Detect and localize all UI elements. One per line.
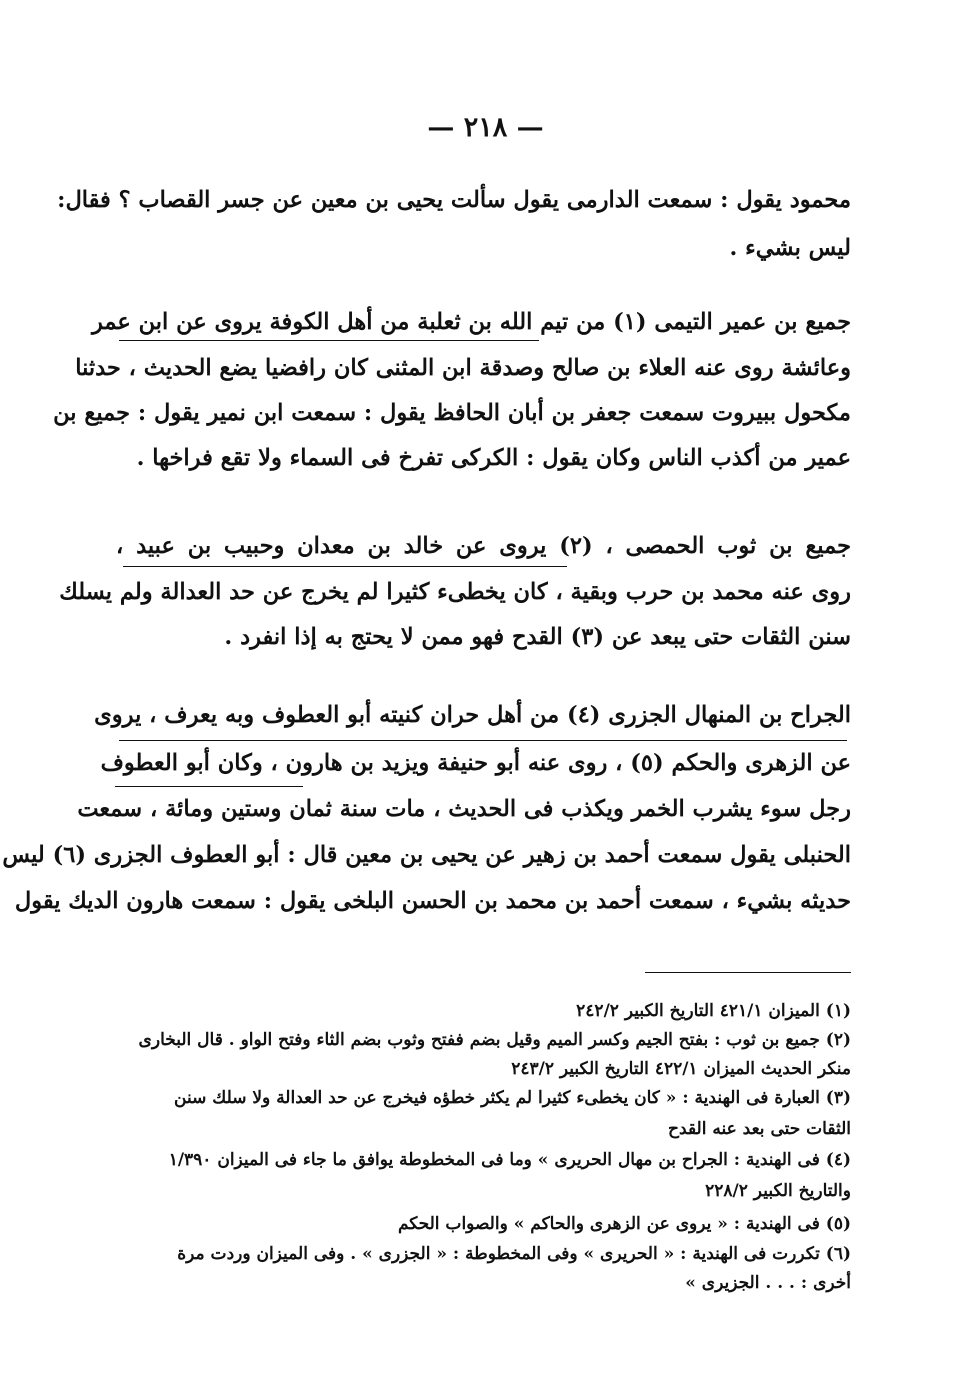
footnote-line: (٥) فى الهندية : « يروى عن الزهرى والحاكم » والصواب الحكم (397, 1214, 851, 1234)
text-line: محمود يقول : سمعت الدارمى يقول سألت يحيى بن معين عن جسر القصاب ؟ فقال: (57, 187, 851, 213)
text-line: الحنبلى يقول سمعت أحمد بن زهير عن يحيى بن معين قال : أبو العطوف الجزرى (٦) ليس (2, 842, 851, 868)
heading-underline (119, 340, 539, 341)
footnote-separator (645, 972, 851, 973)
entry-jumay-ibn-thawb (59, 522, 851, 660)
footnote-line: أخرى : . . . الجزيرى » (685, 1273, 851, 1293)
footnote-line: (٢) جميع بن ثوب : بفتح الجيم وكسر الميم وقيل بضم ففتح وثوب بضم الثاء وفتح الواو . قال البخارى (138, 1030, 851, 1050)
text-line: مكحول ببيروت سمعت جعفر بن أبان الحافظ يقول : سمعت ابن نمير يقول : جميع بن (53, 400, 851, 426)
text-line: رجل سوء يشرب الخمر ويكذب فى الحديث ، مات سنة ثمان وستين ومائة ، سمعت (77, 796, 851, 822)
entry-jumay-ibn-umayr (53, 298, 851, 481)
text-line: عمير من أكذب الناس وكان يقول : الكركى تفرخ فى السماء ولا تقع فراخها . (136, 445, 851, 471)
text-line: روى عنه محمد بن حرب وبقية ، كان يخطىء كثيرا لم يخرج عن حد العدالة ولم يسلك (59, 579, 851, 605)
footnote-line: منكر الحديث الميزان ٤٢٢/١ التاريخ الكبير ٢٤٣/٢ (511, 1059, 851, 1079)
footnote-line: (٦) تكررت فى الهندية : « الحريرى » وفى المخطوطة : « الجزرى » . وفى الميزان وردت مرة (177, 1244, 851, 1264)
footnote-line: والتاريخ الكبير ٢٢٨/٢ (705, 1181, 851, 1201)
entry-jarrah-ibn-minhal (2, 690, 851, 924)
text-line: عن الزهرى والحكم (٥) ، روى عنه أبو حنيفة ويزيد بن هارون ، وكان أبو العطوف (100, 750, 851, 776)
page-number: — ٢١٨ — (427, 112, 544, 143)
text-line: ليس بشيء . (729, 235, 851, 261)
footnotes (116, 996, 851, 1298)
footnote-line: الثقات حتى بعد عنه القدح (668, 1119, 851, 1139)
text-line: حديثه بشيء ، سمعت أحمد بن محمد بن الحسن البلخى يقول : سمعت هارون الديك يقول (14, 888, 851, 914)
paragraph-continuation (57, 176, 851, 272)
text-line: سنن الثقات حتى يبعد عن (٣) القدح فهو ممن لا يحتج به إذا انفرد . (224, 624, 851, 650)
heading-underline (115, 786, 303, 787)
footnote-line: (٣) العبارة فى الهندية : « كان يخطىء كثيرا لم يكثر خطؤه فيخرج عن حد العدالة ولا سلك سنن (174, 1088, 851, 1108)
text-line: الجراح بن المنهال الجزرى (٤) من أهل حران كنيته أبو العطوف وبه يعرف ، يروى (94, 702, 851, 728)
heading-underline (119, 740, 847, 741)
text-line: وعائشة روى عنه العلاء بن صالح وصدقة ابن المثنى كان رافضيا يضع الحديث ، حدثنا (75, 355, 851, 381)
text-line: جميع بن عمير التيمى (١) من تيم الله بن ثعلبة من أهل الكوفة يروى عن ابن عمر (91, 309, 851, 335)
footnote-line: (١) الميزان ٤٢١/١ التاريخ الكبير ٢٤٢/٢ (576, 1001, 851, 1021)
text-line: جميع بن ثوب الحمصى ، (٢) يروى عن خالد بن معدان وحبيب بن عبيد ، (116, 533, 851, 559)
footnote-line: (٤) فى الهندية : الجراح بن مهال الحريرى » وما فى المخطوطة يوافق ما جاء فى الميزان ١/٣٩٠ (168, 1150, 851, 1170)
heading-underline (123, 566, 567, 567)
